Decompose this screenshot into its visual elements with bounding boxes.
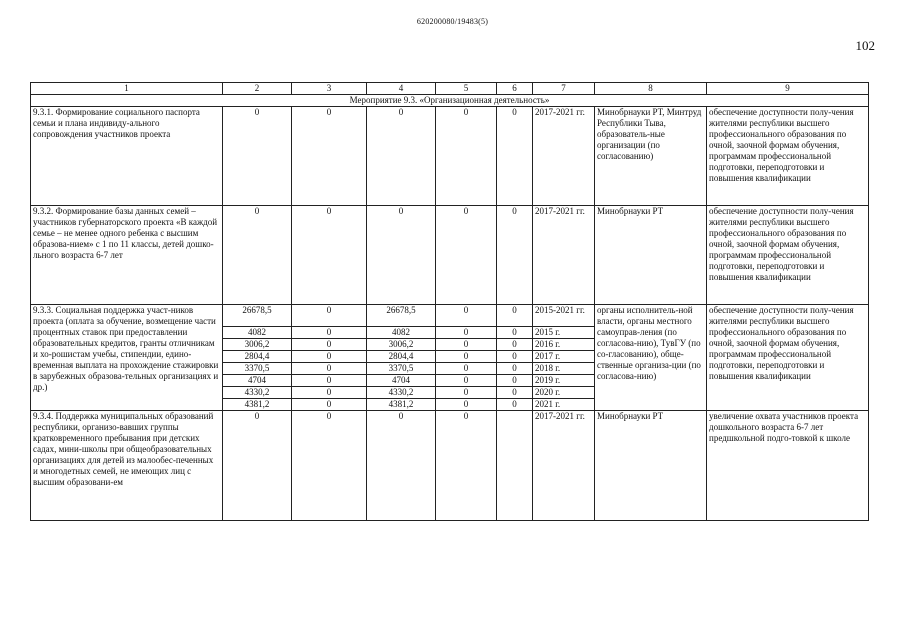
- value-cell: 4082: [367, 327, 436, 339]
- value-cell: 0: [223, 206, 292, 305]
- value-cell: 0: [292, 411, 367, 521]
- value-cell: 3370,5: [223, 363, 292, 375]
- column-number: 5: [436, 83, 497, 95]
- executor-cell: Минобрнауки РТ, Минтруд Республики Тыва, образователь-ные организации (по согласованию): [595, 107, 707, 206]
- activity-name: 9.3.1. Формирование социального паспорта семьи и плана индивиду-ального сопровождения участников проекта: [31, 107, 223, 206]
- value-cell: 0: [436, 305, 497, 327]
- value-cell: 0: [223, 411, 292, 521]
- period-cell: 2020 г.: [533, 387, 595, 399]
- executor-cell: Минобрнауки РТ: [595, 206, 707, 305]
- value-cell: 0: [436, 411, 497, 521]
- column-number: 8: [595, 83, 707, 95]
- value-cell: 0: [367, 107, 436, 206]
- value-cell: 0: [497, 375, 533, 387]
- value-cell: 0: [497, 206, 533, 305]
- value-cell: 0: [292, 327, 367, 339]
- value-cell: 4704: [367, 375, 436, 387]
- column-number: 6: [497, 83, 533, 95]
- value-cell: 0: [436, 399, 497, 411]
- period-cell: 2019 г.: [533, 375, 595, 387]
- value-cell: 4330,2: [223, 387, 292, 399]
- activity-name: 9.3.2. Формирование базы данных семей – участников губернаторского проекта «В каждой семье – не менее одного ребенка с высшим образова-нием» с 1 по 11 классы, детей дошко-льного возраста 6-7 лет: [31, 206, 223, 305]
- value-cell: 0: [292, 351, 367, 363]
- value-cell: 0: [497, 107, 533, 206]
- executor-cell: органы исполнитель-ной власти, органы местного самоуправ-ления (по согласова-нию), ТувГУ (по со-гласованию), обще-ственные организа-ции (по согласова-нию): [595, 305, 707, 411]
- event-title-row: [31, 95, 869, 107]
- table-row: [31, 305, 869, 327]
- value-cell: 0: [292, 339, 367, 351]
- value-cell: 4381,2: [223, 399, 292, 411]
- value-cell: 0: [436, 375, 497, 387]
- value-cell: 2804,4: [367, 351, 436, 363]
- value-cell: 0: [497, 339, 533, 351]
- value-cell: 0: [436, 351, 497, 363]
- value-cell: 4381,2: [367, 399, 436, 411]
- activity-name: 9.3.3. Социальная поддержка участ-ников проекта (оплата за обучение, возмещение части процентных ставок при предоставлении образовательных кредитов, гранты отличникам и хо-рошистам учебы, стипендии, едино-временная выплата на прохождение стажировки в зарубежных образова-тельных организациях и др.): [31, 305, 223, 411]
- value-cell: 26678,5: [367, 305, 436, 327]
- value-cell: 3006,2: [367, 339, 436, 351]
- value-cell: [497, 411, 533, 521]
- value-cell: 0: [367, 206, 436, 305]
- value-cell: 0: [292, 399, 367, 411]
- column-number: 4: [367, 83, 436, 95]
- value-cell: 0: [436, 327, 497, 339]
- page-number: 102: [855, 38, 875, 53]
- value-cell: 0: [497, 387, 533, 399]
- value-cell: 0: [436, 363, 497, 375]
- period-cell: 2015 г.: [533, 327, 595, 339]
- value-cell: 3370,5: [367, 363, 436, 375]
- value-cell: 0: [497, 363, 533, 375]
- value-cell: 0: [436, 107, 497, 206]
- executor-cell: Минобрнауки РТ: [595, 411, 707, 521]
- value-cell: 0: [436, 339, 497, 351]
- result-cell: обеспечение доступности полу-чения жителями республики высшего профессионального образования по очной, заочной формам обучения, программам профессиональной подготовки, переподготовки и повышения квалификации: [707, 206, 869, 305]
- period-cell: 2017-2021 гг.: [533, 411, 595, 521]
- value-cell: 0: [292, 375, 367, 387]
- period-cell: 2017-2021 гг.: [533, 206, 595, 305]
- activity-name: 9.3.4. Поддержка муниципальных образований республики, организо-вавших группы кратковременного пребывания при детских садах, мини-школы при общеобразовательных организациях для детей из малообес-печенных и многодетных семей, не имеющих лиц с высшим образовани-ем: [31, 411, 223, 521]
- value-cell: 2804,4: [223, 351, 292, 363]
- value-cell: 26678,5: [223, 305, 292, 327]
- column-number: 9: [707, 83, 869, 95]
- value-cell: 0: [436, 206, 497, 305]
- value-cell: 3006,2: [223, 339, 292, 351]
- column-number: 7: [533, 83, 595, 95]
- value-cell: 0: [367, 411, 436, 521]
- column-number: 3: [292, 83, 367, 95]
- period-cell: 2016 г.: [533, 339, 595, 351]
- value-cell: 0: [497, 327, 533, 339]
- column-number: 2: [223, 83, 292, 95]
- result-cell: увеличение охвата участников проекта дошкольного возраста 6-7 лет предшкольной подго-товкой к школе: [707, 411, 869, 521]
- value-cell: 0: [497, 351, 533, 363]
- value-cell: 4704: [223, 375, 292, 387]
- table-row: [31, 206, 869, 305]
- value-cell: 4082: [223, 327, 292, 339]
- value-cell: 0: [292, 206, 367, 305]
- value-cell: 0: [292, 363, 367, 375]
- value-cell: 0: [497, 399, 533, 411]
- period-cell: 2021 г.: [533, 399, 595, 411]
- value-cell: 0: [292, 107, 367, 206]
- event-title: Мероприятие 9.3. «Организационная деятельность»: [31, 95, 869, 107]
- result-cell: обеспечение доступности полу-чения жителями республики высшего профессионального образования по очной, заочной формам обучения, программам профессиональной подготовки, переподготовки и повышения квалификации: [707, 305, 869, 411]
- value-cell: 0: [292, 305, 367, 327]
- period-cell: 2018 г.: [533, 363, 595, 375]
- value-cell: 0: [223, 107, 292, 206]
- value-cell: 0: [436, 387, 497, 399]
- period-cell: 2017 г.: [533, 351, 595, 363]
- table-row: [31, 107, 869, 206]
- document-code: 620200080/19483(5): [416, 17, 489, 26]
- period-cell: 2015-2021 гг.: [533, 305, 595, 327]
- column-number: 1: [31, 83, 223, 95]
- result-cell: обеспечение доступности полу-чения жителями республики высшего профессионального образования по очной, заочной формам обучения, программам профессиональной подготовки, переподготовки и повышения квалификации: [707, 107, 869, 206]
- value-cell: 0: [292, 387, 367, 399]
- value-cell: 0: [497, 305, 533, 327]
- period-cell: 2017-2021 гг.: [533, 107, 595, 206]
- table-row: [31, 411, 869, 521]
- column-numbers-row: [31, 83, 869, 95]
- value-cell: 4330,2: [367, 387, 436, 399]
- activities-table: [30, 82, 869, 521]
